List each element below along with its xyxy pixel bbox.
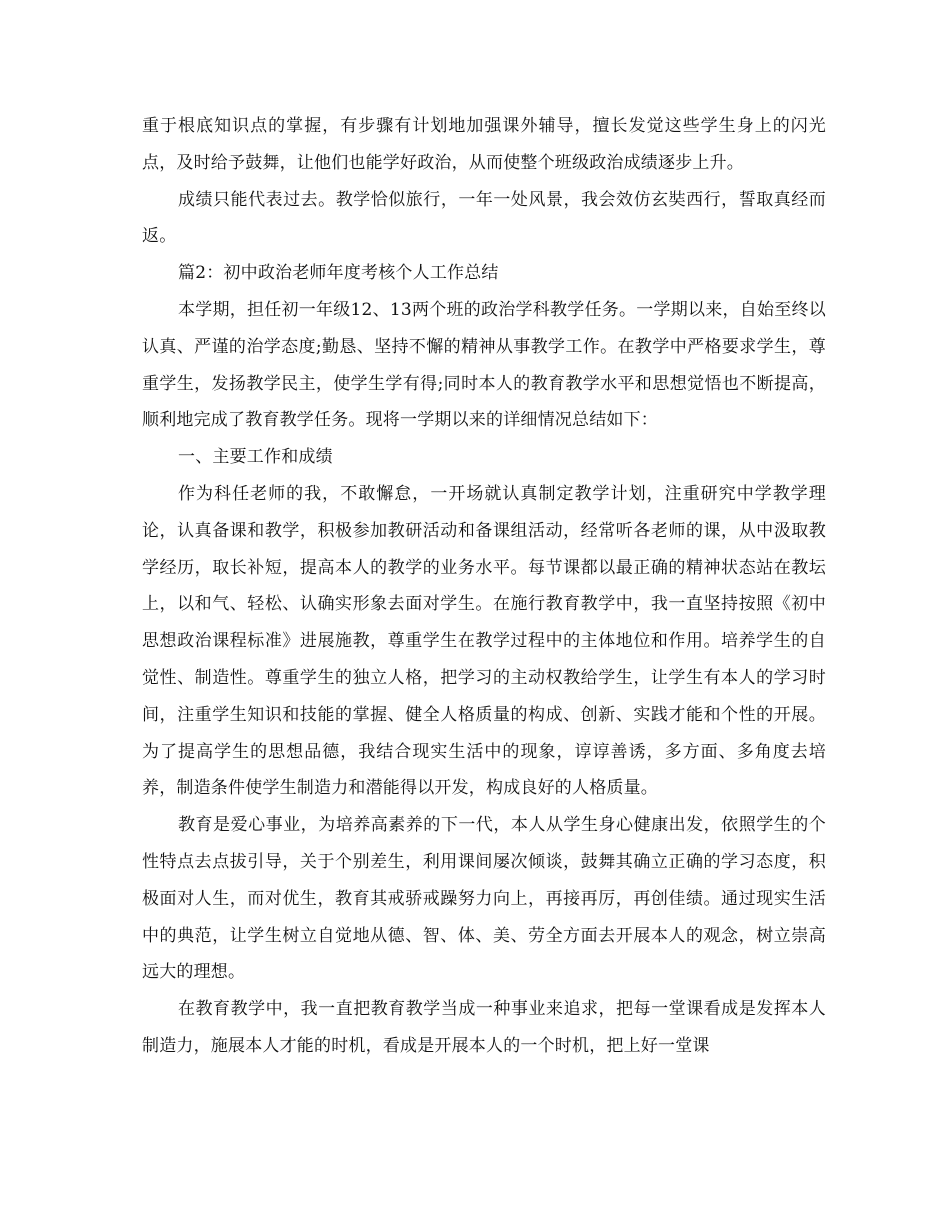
paragraph: 作为科任老师的我，不敢懈怠，一开场就认真制定教学计划，注重研究中学教学理论，认真备课和教学，积极参加教研活动和备课组活动，经常听各老师的课，从中汲取教学经历，取长补短，提高本人的教学的业务水平。每节课都以最正确的精神状态站在教坛上，以和气、轻松、认确实形象去面对学生。在施行教育教学中，我一直坚持按照《初中思想政治课程标准》进展施教，尊重学生在教学过程中的主体地位和作用。培养学生的自觉性、制造性。尊重学生的独立人格，把学习的主动权教给学生，让学生有本人的学习时间，注重学生知识和技能的掌握、健全人格质量的构成、创新、实践才能和个性的开展。为了提高学生的思想品德，我结合现实生活中的现象，谆谆善诱，多方面、多角度去培养，制造条件使学生制造力和潜能得以开发，构成良好的人格质量。 bbox=[142, 483, 826, 799]
paragraph: 在教育教学中，我一直把教育教学当成一种事业来追求，把每一堂课看成是发挥本人制造力，施展本人才能的时机，看成是开展本人的一个时机，把上好一堂课 bbox=[142, 999, 826, 1056]
section-heading: 一、主要工作和成绩 bbox=[178, 447, 333, 468]
section-heading: 篇2：初中政治老师年度考核个人工作总结 bbox=[178, 263, 499, 284]
paragraph: 教育是爱心事业，为培养高素养的下一代，本人从学生身心健康出发，依照学生的个性特点去点拔引导，关于个别差生，利用课间屡次倾谈，鼓舞其确立正确的学习态度，积极面对人生，而对优生，教育其戒骄戒躁努力向上，再接再厉，再创佳绩。通过现实生活中的典范，让学生树立自觉地从德、智、体、美、劳全方面去开展本人的观念，树立崇高远大的理想。 bbox=[142, 815, 826, 983]
paragraph: 成绩只能代表过去。教学恰似旅行，一年一处风景，我会效仿玄奘西行，誓取真经而返。 bbox=[142, 189, 826, 247]
document-body bbox=[142, 108, 826, 1065]
paragraph: 重于根底知识点的掌握，有步骤有计划地加强课外辅导，擅长发觉这些学生身上的闪光点，及时给予鼓舞，让他们也能学好政治，从而使整个班级政治成绩逐步上升。 bbox=[142, 116, 826, 173]
paragraph: 本学期，担任初一年级12、13两个班的政治学科教学任务。一学期以来，自始至终以认真、严谨的治学态度;勤恳、坚持不懈的精神从事教学工作。在教学中严格要求学生，尊重学生，发扬教学民主，使学生学有得;同时本人的教育教学水平和思想觉悟也不断提高，顺利地完成了教育教学任务。现将一学期以来的详细情况总结如下： bbox=[142, 299, 826, 431]
